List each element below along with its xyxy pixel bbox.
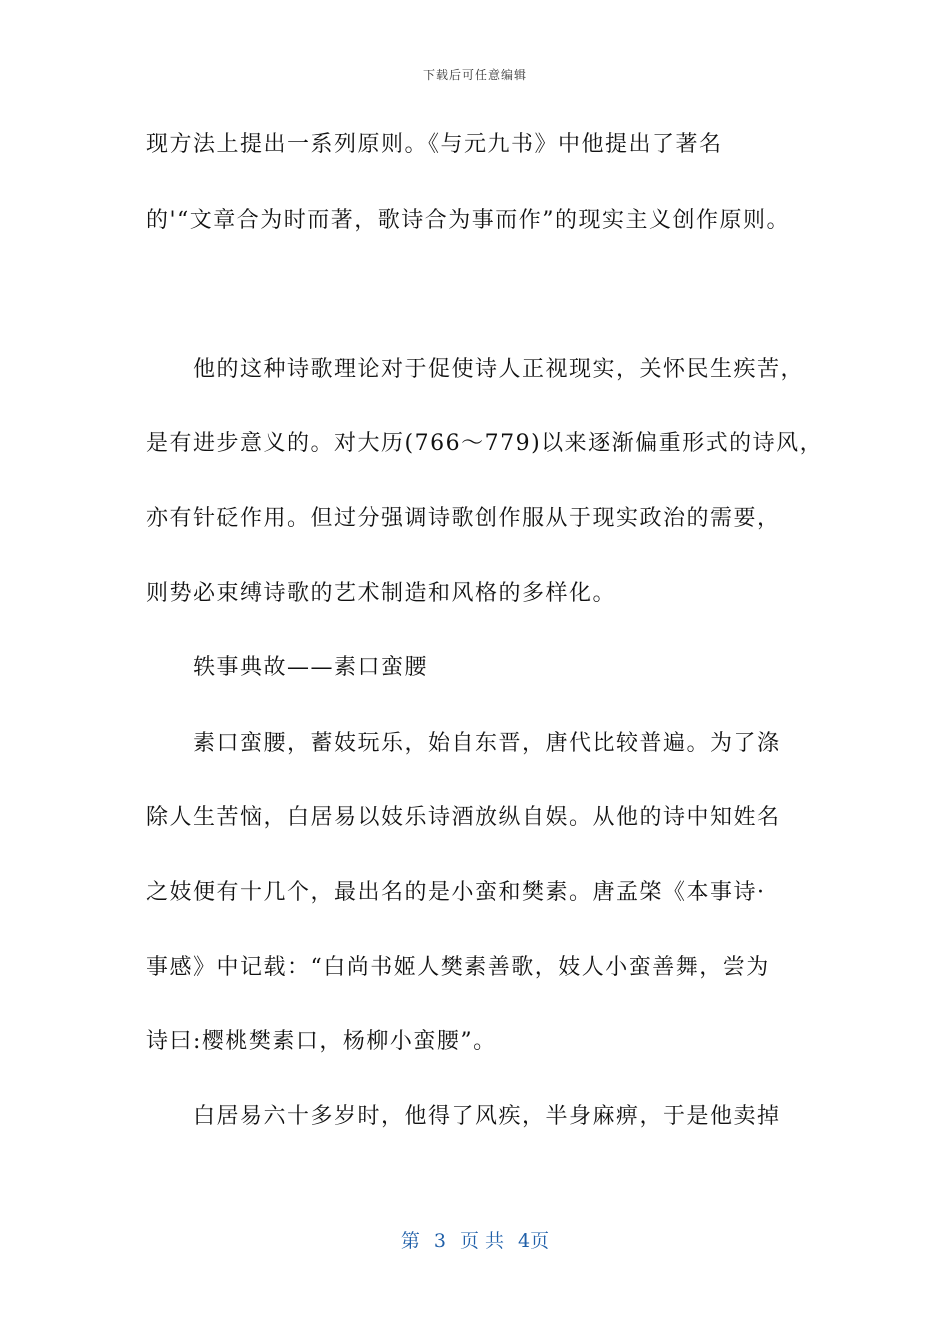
footer-total-pages: 4 (518, 1230, 531, 1252)
paragraph-line: 是有进步意义的。对大历(766～779)以来逐渐偏重形式的诗风， (146, 431, 824, 456)
footer-prefix: 第 (400, 1230, 420, 1252)
page-footer (0, 1226, 950, 1253)
paragraph-line: 亦有针砭作用。但过分强调诗歌创作服从于现实政治的需要， (146, 506, 781, 531)
paragraph-line: 白居易六十多岁时，他得了风疾，半身麻痹，于是他卖掉 (193, 1104, 781, 1129)
paragraph-line: 除人生苦恼，白居易以妓乐诗酒放纵自娱。从他的诗中知姓名 (146, 805, 781, 830)
footer-mid: 页 共 (459, 1230, 505, 1252)
paragraph-line: 现方法上提出一系列原则。《与元九书》中他提出了著名 (146, 132, 723, 157)
footer-suffix: 页 (530, 1230, 550, 1252)
page-header: 下载后可任意编辑 (422, 68, 527, 82)
paragraph-line: 事感》中记载：“白尚书姬人樊素善歌，妓人小蛮善舞，尝为 (146, 955, 770, 980)
paragraph-line: 他的这种诗歌理论对于促使诗人正视现实，关怀民生疾苦， (193, 357, 805, 382)
paragraph-line: 素口蛮腰，蓄妓玩乐，始自东晋，唐代比较普遍。为了涤 (193, 731, 781, 756)
paragraph-line: 之妓便有十几个，最出名的是小蛮和樊素。唐孟棨《本事诗· (146, 880, 766, 905)
footer-page-number: 3 (433, 1230, 446, 1252)
paragraph-line: 则势必束缚诗歌的艺术制造和风格的多样化。 (146, 581, 617, 606)
section-heading: 轶事典故——素口蛮腰 (193, 655, 429, 680)
paragraph-line: 诗曰:樱桃樊素口，杨柳小蛮腰”。 (146, 1029, 497, 1054)
paragraph-line: 的'“文章合为时而著，歌诗合为事而作”的现实主义创作原则。 (146, 208, 791, 233)
